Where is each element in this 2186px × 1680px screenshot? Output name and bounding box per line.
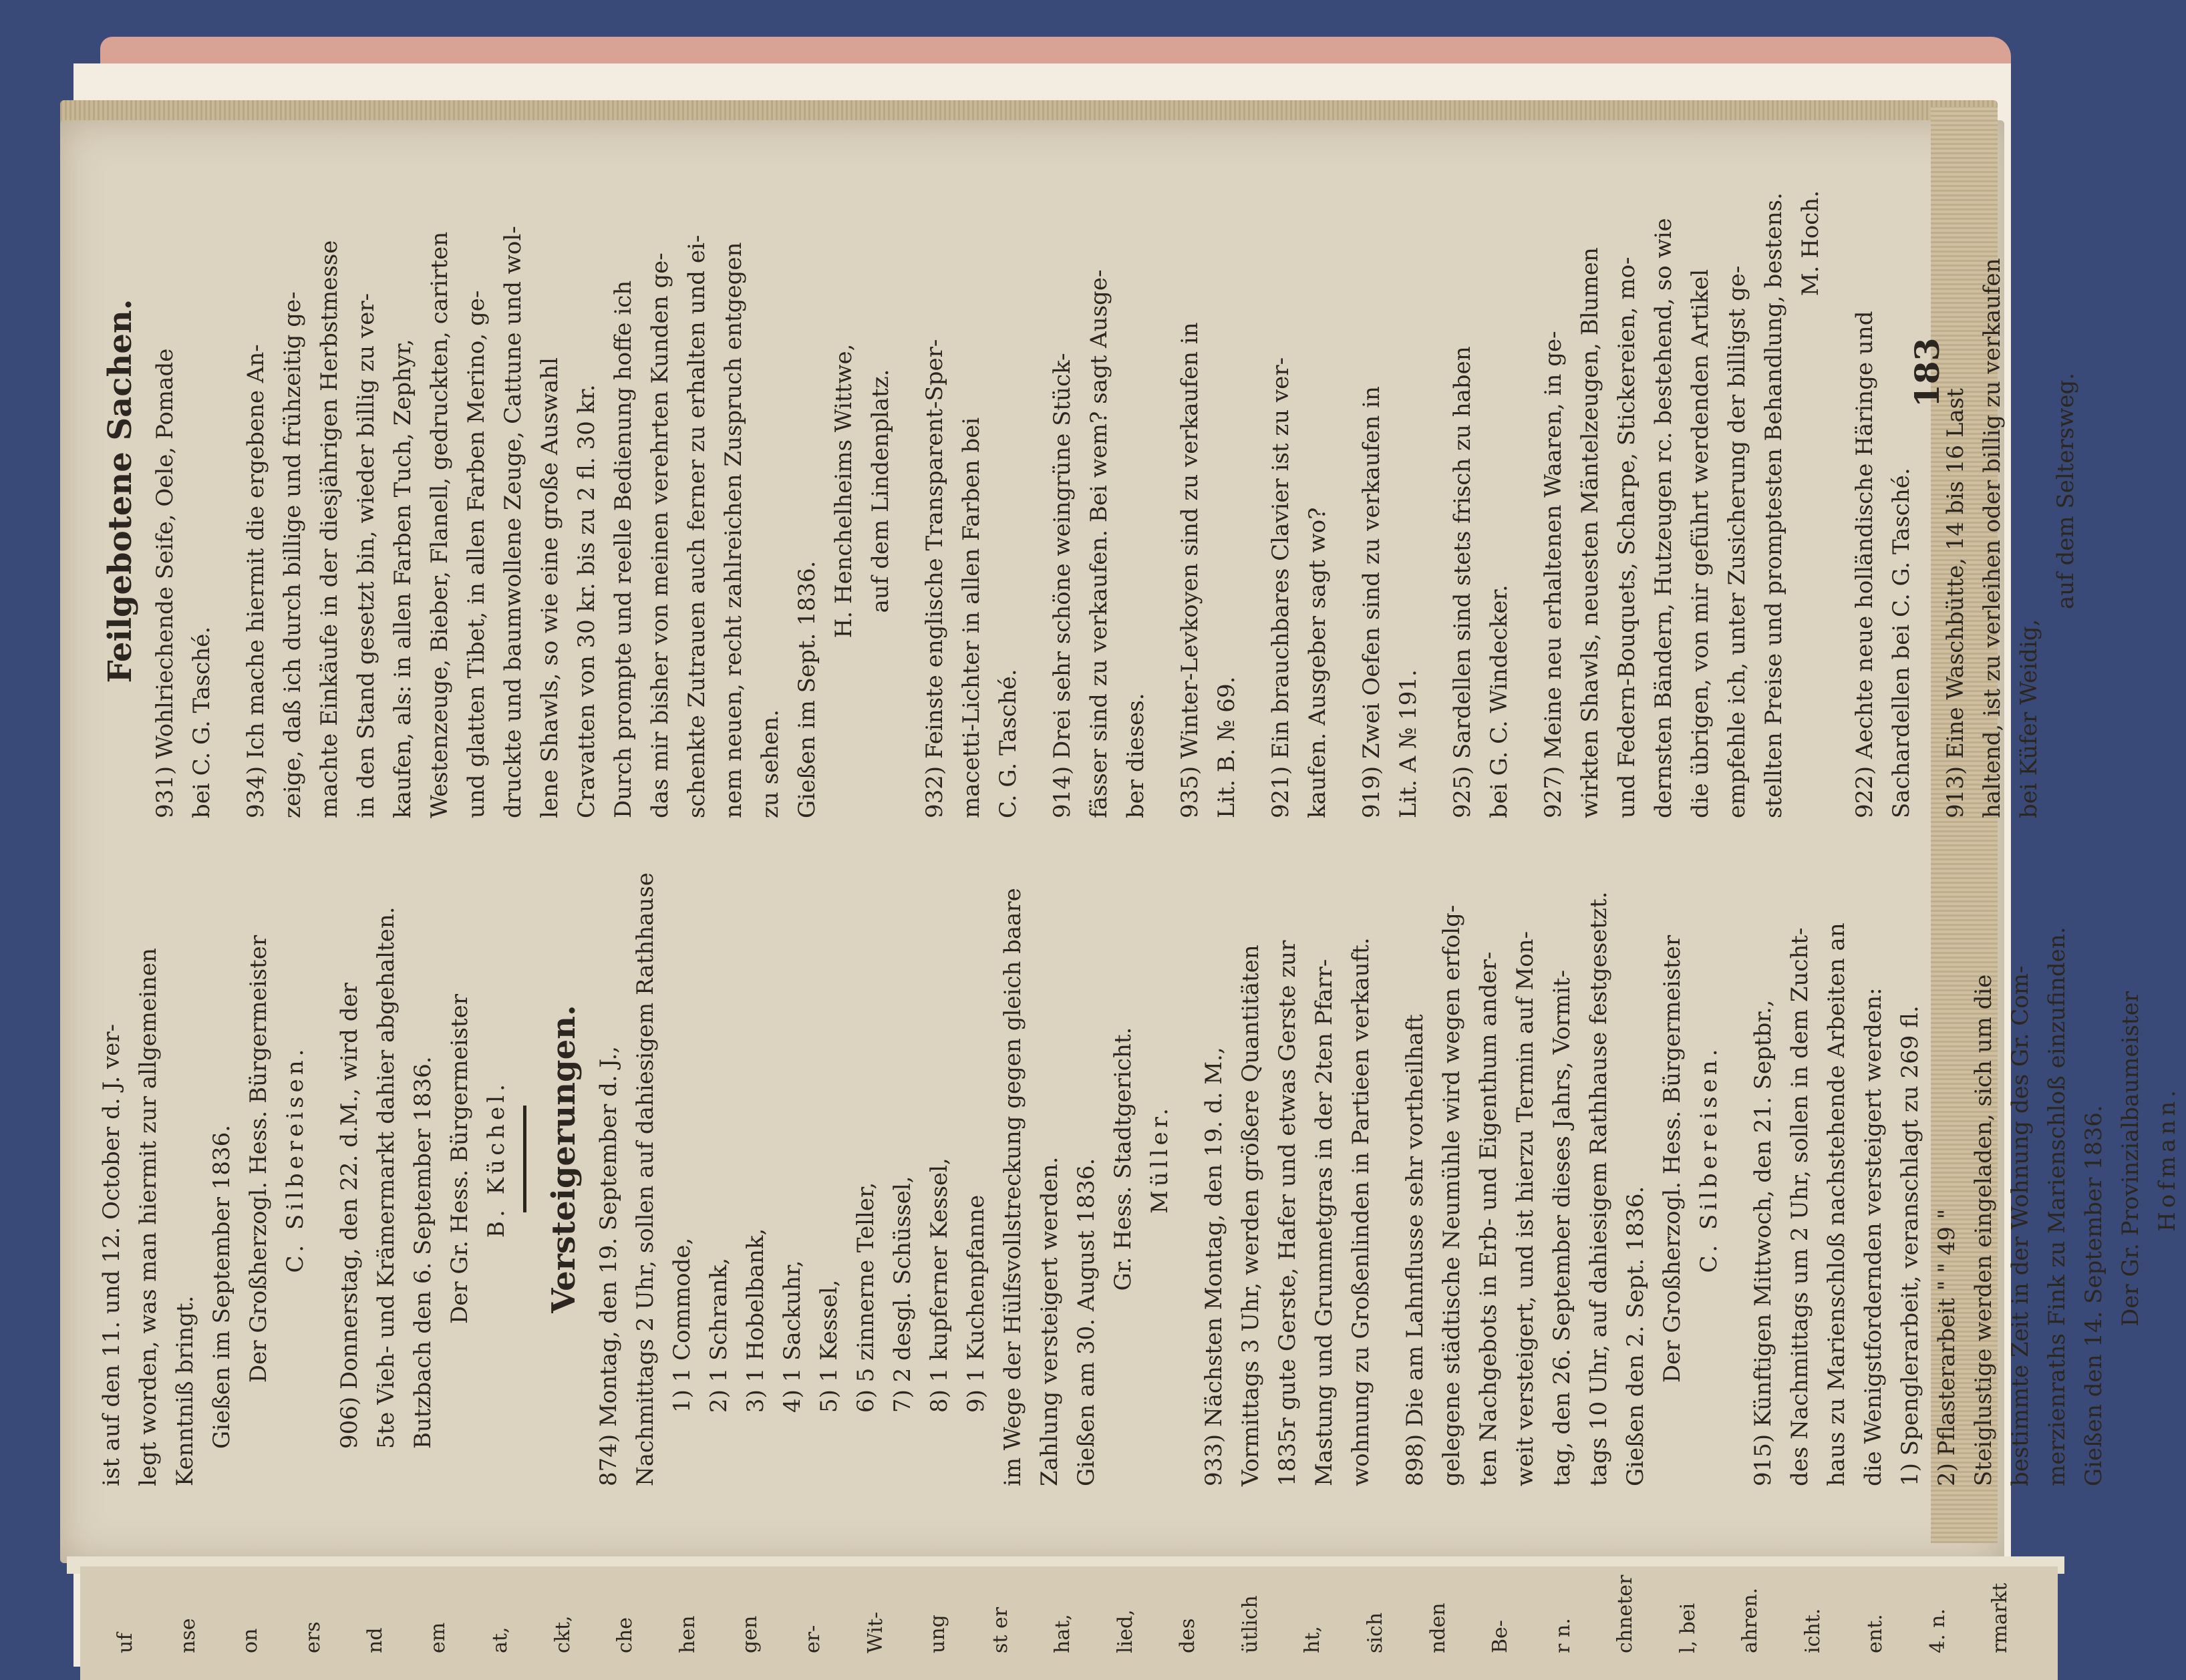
facing-page-fragment: des: [1176, 1618, 1200, 1653]
text-line: und glatten Tibet, in allen Farben Merino, ge-: [463, 290, 490, 818]
text-line: wohnung zu Großenlinden in Partieen verkauft.: [1348, 937, 1374, 1486]
text-line: Gießen im Sept. 1836.: [794, 560, 820, 818]
facing-page: [80, 1566, 2058, 1680]
facing-page-fragment: che: [613, 1617, 637, 1653]
text-line: 5) 1 Kessel,: [816, 1279, 842, 1413]
notice-906-office: Der Gr. Hess. Bürgermeister: [446, 994, 473, 1325]
notice-874-signature: Müller.: [1146, 1104, 1173, 1214]
facing-page-fragment: l, bei: [1676, 1603, 1700, 1653]
text-line: Durch prompte und reelle Bedienung hoffe ich: [610, 280, 637, 818]
text-line: stellten Preise und promptesten Behandlung, bestens.: [1760, 192, 1787, 818]
notice-921: [1263, 164, 1336, 818]
notice-874-rest: [995, 832, 1105, 1486]
facing-page-fragment: lied,: [1113, 1609, 1137, 1653]
facing-page-fragment: er-: [801, 1625, 825, 1653]
text-line: kaufen. Ausgeber sagt wo?: [1304, 507, 1331, 818]
facing-page-fragment: sich: [1363, 1612, 1387, 1653]
facing-page-fragment: ers: [301, 1621, 325, 1653]
intro-office: Der Großherzogl. Hess. Bürgermeister: [245, 935, 272, 1383]
text-line: gelegene städtische Neumühle wird wegen erfolg-: [1438, 904, 1465, 1486]
text-line: Gießen den 2. Sept. 1836.: [1622, 1186, 1649, 1486]
text-line: 9) 1 Kuchenpfanne: [963, 1194, 989, 1413]
notice-935: [1172, 164, 1245, 818]
right-column: [94, 164, 2084, 818]
text-line: empfehle ich, unter Zusicherung der billigst ge-: [1724, 265, 1750, 818]
text-line: 925) Sardellen sind stets frisch zu haben: [1449, 346, 1476, 818]
text-line: bei C. G. Tasché.: [188, 626, 215, 818]
page-number: 183: [1907, 337, 1947, 407]
notice-898-signature: C. Silbereisen.: [1696, 1045, 1722, 1273]
text-line: Gießen am 30. August 1836.: [1073, 1158, 1100, 1486]
text-line: 874) Montag, den 19. September d. J.,: [595, 1045, 622, 1486]
facing-page-fragment: rmarkt: [1988, 1582, 2012, 1653]
text-line: und Federn-Bouquets, Scharpe, Stickereien, mo-: [1613, 257, 1640, 818]
page-content: [94, 150, 2181, 1526]
text-line: 933) Nächsten Montag, den 19. d. M.,: [1201, 1047, 1227, 1486]
facing-page-fragment: em: [426, 1622, 450, 1653]
facing-page-fragments: [87, 1566, 2064, 1680]
text-line: die übrigen, von mir geführt werdenden Artikel: [1687, 269, 1714, 818]
notice-906: [331, 832, 442, 1486]
notice-898: [1397, 832, 1654, 1486]
notice-915-signature: Hofmann.: [2154, 1086, 2181, 1232]
notice-919: [1354, 164, 1427, 818]
text-line: das mir bisher von meinen verehrten Kunden ge-: [647, 253, 673, 818]
text-line: nem neuen, recht zahlreichen Zuspruch entgegen: [720, 242, 747, 818]
text-line: ten Nachgebots in Erb- und Eigenthum ander-: [1475, 951, 1502, 1486]
notice-913-address: auf dem Seltersweg.: [2052, 372, 2079, 610]
text-line: zu sehen.: [757, 709, 784, 818]
text-line: des Nachmittags um 2 Uhr, sollen in dem Zucht-: [1786, 927, 1813, 1486]
text-line: bestimmte Zeit in der Wohnung des Gr. Com-: [2007, 965, 2034, 1486]
notice-927: [1535, 164, 1792, 818]
text-line: 931) Wohlriechende Seife, Oele, Pomade: [152, 348, 178, 818]
text-line: 6) 5 zinnerne Teller,: [852, 1182, 879, 1413]
facing-page-fragment: icht.: [1801, 1608, 1825, 1653]
section-divider: [523, 1106, 526, 1212]
text-line: 7) 2 desgl. Schüssel,: [889, 1176, 916, 1413]
facing-page-fragment: hen: [675, 1615, 699, 1653]
text-line: Lit. B. № 69.: [1213, 676, 1240, 818]
text-line: 921) Ein brauchbares Clavier ist zu ver-: [1267, 357, 1294, 818]
facing-page-fragment: ahren.: [1738, 1587, 1762, 1653]
facing-page-fragment: ht,: [1301, 1626, 1325, 1653]
text-line: legt worden, was man hiermit zur allgemeinen: [135, 948, 162, 1486]
notice-914: [1044, 164, 1154, 818]
text-line: kaufen, als: in allen Farben Tuch, Zephyr,: [389, 339, 416, 818]
notice-874-items: [664, 832, 995, 1486]
notice-931: [147, 164, 220, 818]
text-line: macetti-Lichter in allen Farben bei: [958, 417, 985, 818]
notice-932: [917, 164, 1027, 818]
text-line: zeige, daß ich durch billige und frühzeitig ge-: [279, 291, 306, 818]
facing-page-fragment: gen: [738, 1615, 762, 1653]
intro-lines: [94, 832, 204, 1486]
text-line: Mastung und Grummetgras in der 2ten Pfarr-: [1311, 959, 1338, 1486]
facing-page-fragment: ent.: [1863, 1614, 1887, 1653]
facing-page-fragment: r n.: [1551, 1618, 1575, 1653]
text-line: 915) Künftigen Mittwoch, den 21. Septbr.,: [1750, 999, 1776, 1486]
section-heading-feilgebotene-sachen: Feilgebotene Sachen.: [102, 299, 139, 683]
text-line: bei Küfer Weidig,: [2016, 619, 2042, 818]
text-line: Nachmittags 2 Uhr, sollen auf dahiesigem Rathhause: [632, 872, 659, 1486]
text-line: in den Stand gesetzt bin, wieder billig zu ver-: [353, 293, 379, 818]
facing-page-fragment: 4. n.: [1925, 1608, 1949, 1653]
text-line: Sachardellen bei C. G. Tasché.: [1888, 468, 1915, 818]
section-heading-versteigerungen: Versteigerungen.: [545, 1005, 583, 1313]
text-line: Zahlung versteigert werden.: [1036, 1156, 1063, 1486]
text-line: 935) Winter-Levkoyen sind zu verkaufen in: [1177, 322, 1203, 818]
text-line: die Wenigstfordernden versteigert werden:: [1860, 987, 1887, 1486]
text-line: haus zu Marienschloß nachstehende Arbeiten an: [1823, 922, 1850, 1486]
facing-page-fragment: Be-: [1489, 1620, 1513, 1653]
text-line: Kenntniß bringt.: [172, 1295, 198, 1486]
facing-page-fragment: ütlich: [1238, 1595, 1262, 1653]
notice-913: [1937, 164, 2048, 818]
text-line: haltend, ist zu verleihen oder billig zu verkaufen: [1979, 258, 2006, 818]
text-line: schenkte Zutrauen auch ferner zu erhalten und ei-: [683, 234, 710, 818]
text-line: im Wege der Hülfsvollstreckung gegen gleich baare: [999, 888, 1026, 1486]
text-line: 3) 1 Hobelbank,: [742, 1228, 769, 1413]
facing-page-fragment: chneter: [1613, 1574, 1637, 1653]
text-line: dernsten Bändern, Hutzeugen rc. bestehend, so wie: [1650, 218, 1677, 818]
text-line: weit versteigert, und ist hierzu Termin auf Mon-: [1512, 931, 1539, 1486]
text-line: 1835r gute Gerste, Hafer und etwas Gerste zur: [1274, 940, 1301, 1486]
text-line: C. G. Tasché.: [995, 669, 1022, 818]
text-line: lene Shawls, so wie eine große Auswahl: [536, 357, 563, 818]
text-line: Butzbach den 6. September 1836.: [410, 1056, 436, 1449]
facing-page-fragment: ung: [926, 1615, 950, 1653]
notice-915-office: Der Gr. Provinzialbaumeister: [2117, 991, 2144, 1327]
text-line: 4) 1 Sackuhr,: [779, 1260, 806, 1413]
facing-page-fragment: on: [239, 1628, 263, 1653]
notice-898-office: Der Großherzogl. Hess. Bürgermeister: [1659, 935, 1686, 1383]
text-line: 8) 1 kupferner Kessel,: [926, 1158, 953, 1413]
text-line: tag, den 26. September dieses Jahrs, Vormit-: [1549, 969, 1575, 1486]
text-line: 934) Ich mache hiermit die ergebene An-: [243, 344, 269, 818]
notice-874-office: Gr. Hess. Stadtgericht.: [1110, 1027, 1136, 1291]
text-line: 906) Donnerstag, den 22. d.M., wird der: [336, 983, 363, 1449]
text-line: 2) 1 Schrank,: [706, 1257, 732, 1413]
facing-page-fragment: nd: [363, 1627, 387, 1653]
notice-934: [238, 164, 826, 818]
text-line: 932) Feinste englische Transparent-Sper-: [921, 339, 948, 818]
text-line: 914) Drei sehr schöne weingrüne Stück-: [1049, 353, 1076, 818]
intro-date: Gießen im September 1836.: [208, 1124, 235, 1449]
text-line: merzienraths Fink zu Marienschloß einzufinden.: [2044, 927, 2070, 1486]
text-line: 1) 1 Commode,: [669, 1237, 695, 1413]
facing-page-fragment: nden: [1426, 1603, 1450, 1653]
notice-925: [1444, 164, 1518, 818]
facing-page-fragment: at,: [488, 1627, 512, 1653]
text-line: tags 10 Uhr, auf dahiesigem Rathhause festgesetzt.: [1585, 891, 1612, 1486]
text-line: 2) Pflasterarbeit " " 49 ": [1933, 1208, 1960, 1486]
text-line: ber dieses.: [1122, 693, 1149, 818]
text-line: bei G. C. Windecker.: [1486, 584, 1513, 818]
text-line: 919) Zwei Oefen sind zu verkaufen in: [1358, 386, 1385, 818]
notice-906-signature: B. Küchel.: [483, 1080, 510, 1238]
text-line: ist auf den 11. und 12. October d. J. ver-: [98, 1023, 125, 1486]
intro-signature: C. Silbereisen.: [282, 1045, 309, 1273]
facing-page-fragment: Wit-: [863, 1611, 887, 1653]
facing-page-fragment: uf: [114, 1633, 137, 1653]
text-line: 927) Meine neu erhaltenen Waaren, in ge-: [1540, 331, 1567, 818]
notice-933: [1196, 832, 1380, 1486]
text-line: 898) Die am Lahnflusse sehr vortheilhaft: [1402, 1014, 1428, 1486]
text-line: Westenzeuge, Bieber, Flanell, gedruckten, carirten: [426, 231, 453, 818]
text-line: Cravatten von 30 kr. bis zu 2 fl. 30 kr.: [573, 384, 600, 818]
text-line: 1) Spenglerarbeit, veranschlagt zu 269 fl.: [1897, 1005, 1923, 1486]
text-line: druckte und baumwollene Zeuge, Cattune und wol-: [500, 226, 526, 818]
text-line: 913) Eine Waschbütte, 14 bis 16 Last: [1942, 388, 1969, 818]
notice-874-intro: [591, 832, 664, 1486]
left-column: [94, 832, 2186, 1486]
text-line: 922) Aechte neue holländische Häringe und: [1851, 311, 1878, 818]
text-line: 5te Vieh- und Krämermarkt dahier abgehalten.: [373, 906, 400, 1449]
facing-page-fragment: st er: [988, 1607, 1012, 1653]
notice-922: [1847, 164, 1920, 818]
facing-page-fragment: ckt,: [551, 1615, 575, 1653]
text-line: Gießen den 14. September 1836.: [2080, 1105, 2107, 1486]
facing-page-fragment: nse: [176, 1618, 200, 1653]
notice-934-address: auf dem Lindenplatz.: [867, 369, 894, 613]
text-line: Vormittags 3 Uhr, werden größere Quantitäten: [1237, 945, 1264, 1486]
notice-927-signature: M. Hoch.: [1797, 190, 1824, 297]
notice-915: [1745, 832, 2113, 1486]
text-line: wirkten Shawls, neuesten Mäntelzeugen, Blumen: [1577, 247, 1603, 818]
text-line: Lit. A № 191.: [1395, 669, 1422, 818]
notice-934-signature: H. Henchelheims Wittwe,: [830, 343, 857, 639]
text-line: machte Einkäufe in der diesjährigen Herbstmesse: [316, 240, 343, 818]
text-line: Steiglustige werden eingeladen, sich um die: [1970, 974, 1997, 1486]
text-line: fässer sind zu verkaufen. Bei wem? sagt Ausge-: [1086, 269, 1112, 818]
facing-page-fragment: hat,: [1051, 1614, 1075, 1653]
